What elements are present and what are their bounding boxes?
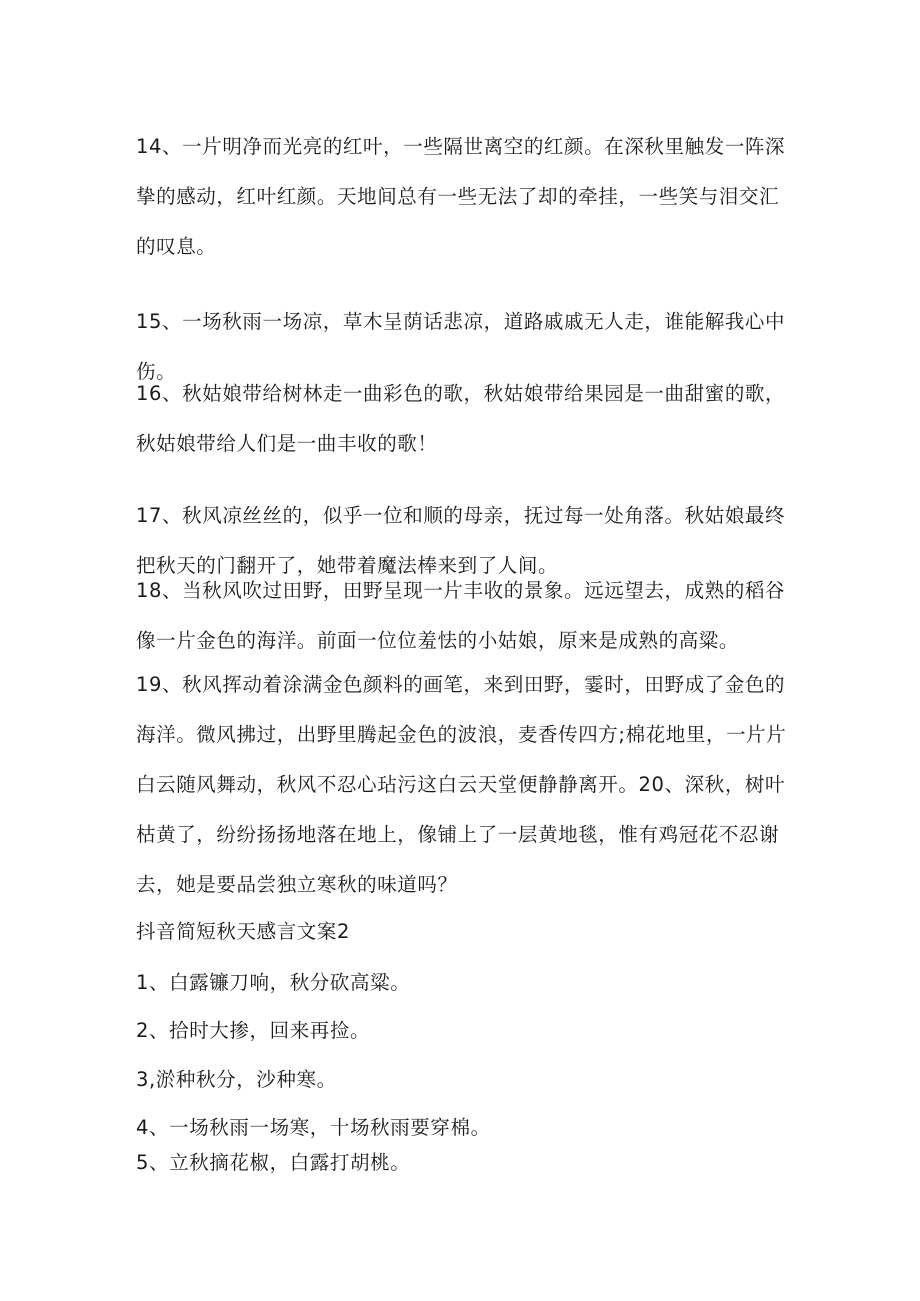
paragraph-16: 16、秋姑娘带给树林走一曲彩色的歌，秋姑娘带给果园是一曲甜蜜的歌，秋姑娘带给人们是一曲丰收的歌！ [136,382,786,455]
saying-item: 2、拾时大掺，回来再捡。 [136,1019,371,1042]
saying-item: 1、白露镰刀响，秋分砍高粱。 [136,971,411,994]
saying-item: 4、一场秋雨一场寒，十场秋雨要穿棉。 [136,1116,491,1139]
paragraph-18: 18、当秋风吹过田野，田野呈现一片丰收的景象。远远望去，成熟的稻谷像一片金色的海洋。前面一位位羞怯的小姑娘，原来是成熟的高粱。 [136,579,786,652]
paragraph-19: 19、秋风挥动着涂满金色颜料的画笔，来到田野，霎时，田野成了金色的海洋。微风拂过，出野里腾起金色的波浪，麦香传四方;棉花地里，一片片白云随风舞动，秋风不忍心玷污这白云天堂便静静离开。20、深秋，树叶枯黄了，纷纷扬扬地落在地上，像铺上了一层黄地毯，惟有鸡冠花不忍谢去，她是要品尝独立寒秋的味道吗？ [136,673,787,896]
paragraph-14: 14、一片明净而光亮的红叶，一些隔世离空的红颜。在深秋里触发一阵深挚的感动，红叶红颜。天地间总有一些无法了却的牵挂，一些笑与泪交汇的叹息。 [136,135,786,258]
paragraph-17: 17、秋风凉丝丝的，似乎一位和顺的母亲，抚过每一处角落。秋姑娘最终把秋天的门翻开了，她带着魔法棒来到了人间。 [136,504,786,577]
saying-item: 5、立秋摘花椒，白露打胡桃。 [136,1151,411,1174]
saying-item: 3,淤种秋分，沙种寒。 [136,1068,337,1091]
section-title: 抖音简短秋天感言文案2 [136,920,351,943]
paragraph-15: 15、一场秋雨一场凉，草木呈荫话悲凉，道路戚戚无人走，谁能解我心中伤。 [136,310,786,383]
